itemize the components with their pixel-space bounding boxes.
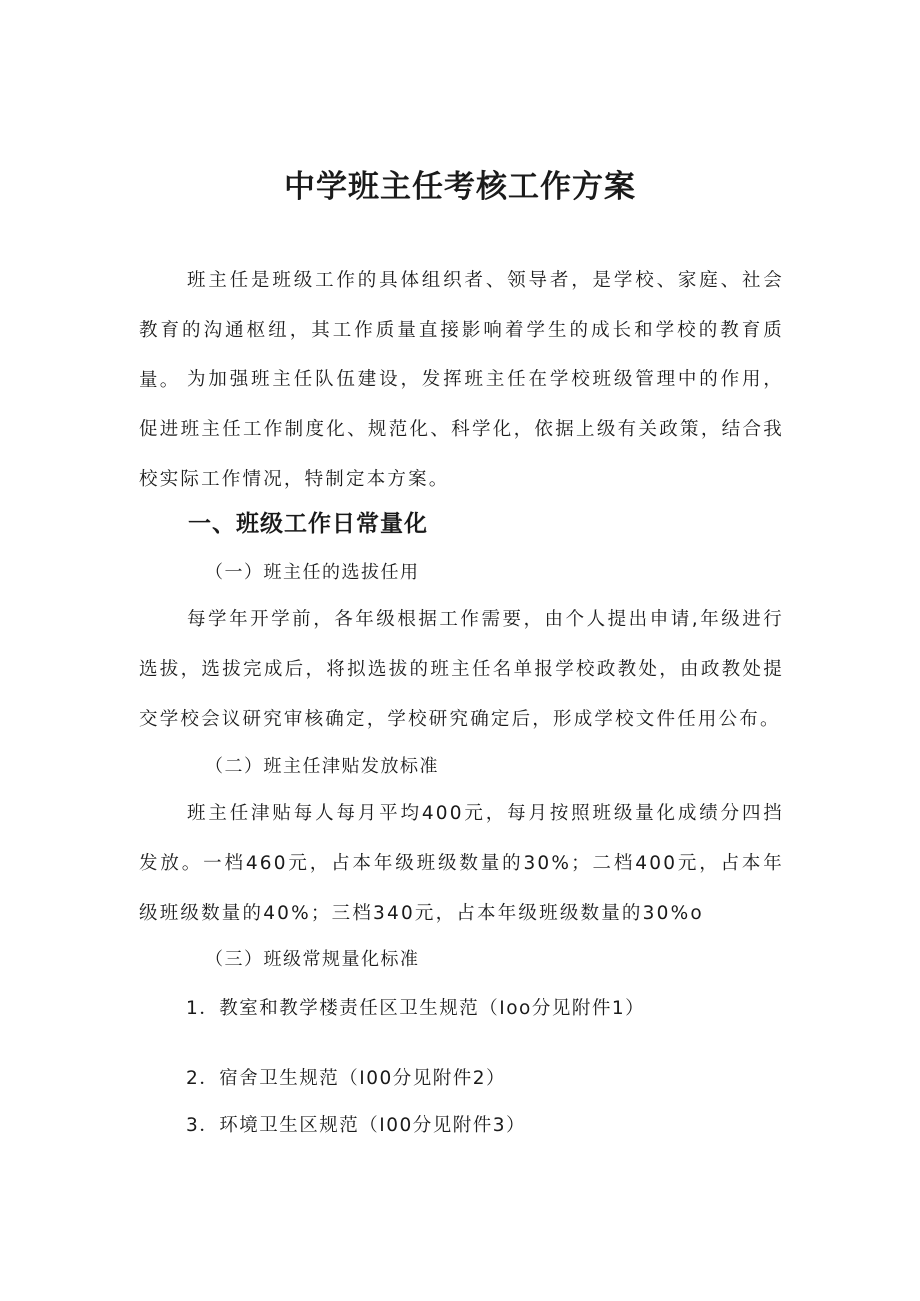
list-item: 3．环境卫生区规范（I00分见附件3） (186, 1115, 527, 1136)
document-title: 中学班主任考核工作方案 (284, 169, 636, 205)
subsection-heading-3: （三）班级常规量化标准 (205, 949, 420, 970)
subsection-paragraph-1: 每学年开学前，各年级根据工作需要，由个人提出申请,年级进行选拔，选拔完成后，将拟选拔的班主任名单报学校政教处，由政教处提交学校会议研究审核确定，学校研究确定后，形成学校文件任用公布。 (139, 609, 784, 730)
intro-paragraph-1: 班主任是班级工作的具体组织者、领导者，是学校、家庭、社会教育的沟通枢纽，其工作质量直接影响着学生的成长和学校的教育质量。 (139, 270, 784, 391)
subsection-heading-1: （一）班主任的选拔任用 (205, 562, 420, 583)
list-item: 1．教室和教学楼责任区卫生规范（Ioo分见附件1） (186, 998, 646, 1019)
intro-paragraph-2: 为加强班主任队伍建设，发挥班主任在学校班级管理中的作用，促进班主任工作制度化、规范化、科学化，依据上级有关政策，结合我校实际工作情况，特制定本方案。 (139, 369, 784, 490)
subsection-heading-2: （二）班主任津贴发放标准 (205, 756, 439, 777)
subsection-paragraph-2: 班主任津贴每人每月平均400元，每月按照班级量化成绩分四挡发放。一档460元，占本年级班级数量的30%；二档400元，占本年级班级数量的40%；三档340元，占本年级班级数量的30%o (139, 803, 784, 924)
list-item: 2．宿舍卫生规范（I00分见附件2） (186, 1068, 507, 1089)
section-heading-1: 一、班级工作日常量化 (188, 511, 428, 537)
